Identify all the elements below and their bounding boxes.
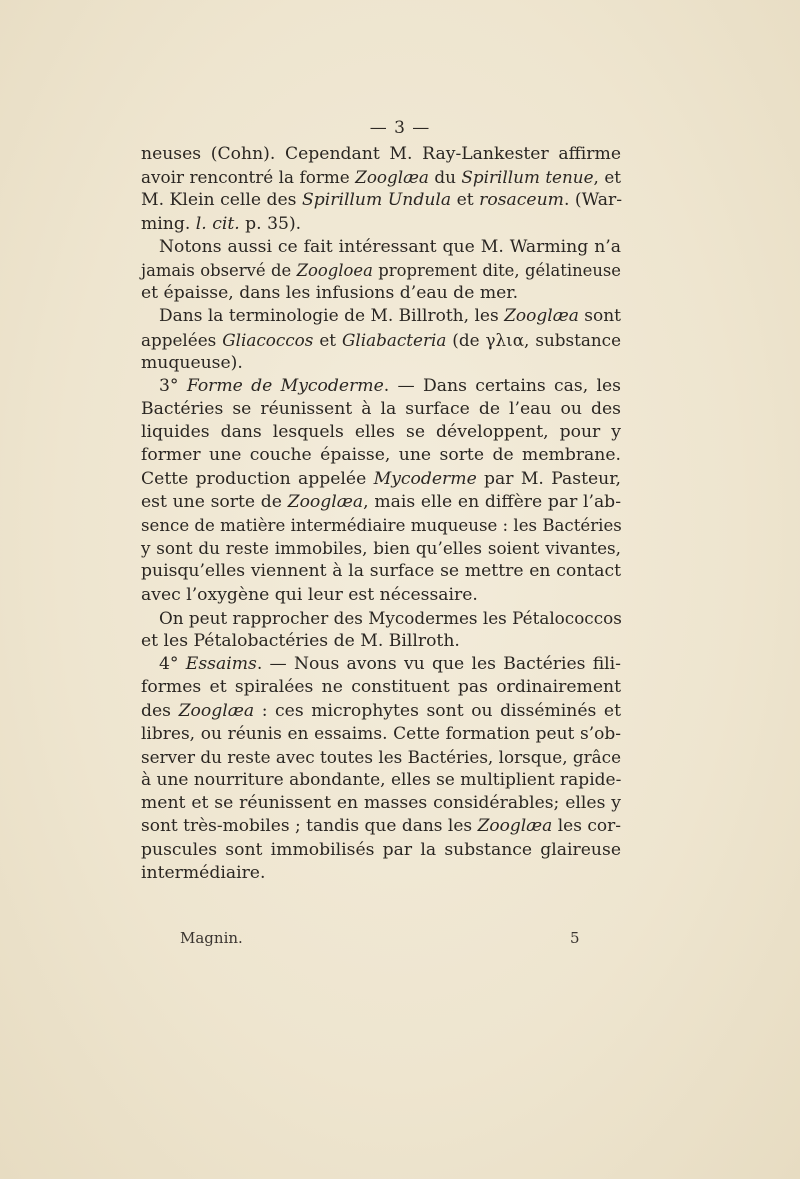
text-run: y sont du reste immobiles, bien qu’elles soient vivantes, [141,538,621,559]
text-run: Bactéries se réunissent à la surface de l’eau ou des [141,399,621,420]
text-run: On peut rapprocher des Mycodermes les Pétalococcos [159,607,622,628]
text-run: , mais elle en diffère par l’ab- [363,491,621,512]
text-run: (de γλια, substance [446,329,621,350]
text-line [141,630,621,653]
text-line [141,213,621,236]
text-run: p. 35). [239,213,302,234]
italic-term: Spirillum tenue [461,167,594,188]
text-line [141,375,621,398]
text-run: les cor- [552,816,621,837]
italic-term: Gliacoccos [222,329,314,350]
text-run: puisqu’elles viennent à la surface se mettre en contact [141,561,621,582]
text-line [141,676,621,699]
text-line [141,143,621,166]
text-line [141,398,621,421]
text-line [141,468,621,491]
text-line [141,653,621,676]
text-run: sont très-mobiles ; tandis que dans les [141,816,478,837]
text-run: et [451,190,480,211]
text-run: . — Dans certains cas, les [383,375,621,396]
text-line [141,769,621,792]
text-run: ming. [141,213,196,234]
text-run: et épaisse, dans les infusions d’eau de mer. [141,283,519,304]
italic-term: Zooglæa [504,306,579,327]
text-line [141,862,621,885]
text-line [141,166,621,189]
text-line [141,746,621,769]
text-run: muqueuse). [141,352,243,373]
text-run: et [313,329,342,350]
text-run: Dans la terminologie de M. Billroth, les [159,306,505,327]
italic-term: Spirillum Undula [301,190,452,211]
text-run: appelées [141,329,223,350]
text-line [141,584,621,607]
text-line [141,236,621,259]
text-run: est une sorte de [141,491,288,512]
text-run: Notons aussi ce fait intéressant que M. Warming n’a [159,236,621,257]
text-line [141,329,621,352]
text-run: , et [593,167,622,188]
signature-mark: 5 [570,929,580,947]
italic-term: Forme de Mycoderme [186,375,384,396]
italic-term: Zooglæa [178,700,255,721]
text-line [141,792,621,815]
text-line [141,700,621,723]
italic-term: Essaims [185,654,257,675]
text-line [141,282,621,305]
text-run: sence de matière intermédiaire muqueuse : les Bactéries [141,516,622,535]
text-line [141,444,621,467]
footer-author: Magnin. [180,929,243,947]
text-line [141,259,621,282]
text-run: neuses (Cohn). Cependant M. Ray-Lankester affirme [141,144,621,164]
italic-term: Mycoderme [373,468,477,489]
text-line [141,421,621,444]
text-run: libres, ou réunis en essaims. Cette formation peut s’ob- [141,723,621,744]
text-line [141,491,621,514]
text-line [141,305,621,328]
text-line [141,815,621,838]
italic-term: rosaceum [479,190,564,211]
text-line [141,189,621,212]
text-run: jamais observé de [141,260,297,280]
text-run: sont [578,306,621,327]
text-run: proprement dite, gélatineuse [372,260,621,280]
text-run: 4° [159,654,186,675]
text-line [141,560,621,583]
text-line [141,839,621,862]
text-run: puscules sont immobilisés par la substance glaireuse [141,839,621,860]
text-run: du [428,167,462,188]
text-run: . (War- [563,190,623,211]
text-run: intermédiaire. [141,862,266,883]
text-run: avoir rencontré la forme [141,167,356,188]
text-run: à une nourriture abondante, elles se multiplient rapide- [141,770,622,791]
text-run: M. Klein celle des [141,190,302,211]
italic-term: Zoogloea [296,260,373,280]
text-run: ment et se réunissent en masses considérables; elles y [141,793,621,814]
text-line [141,723,621,746]
italic-term: Zooglæa [355,167,429,188]
text-run: formes et spiralées ne constituent pas ordinairement [141,677,621,698]
text-line [141,514,621,537]
italic-term: Zooglæa [287,491,364,512]
text-run: server du reste avec toutes les Bactéries, lorsque, grâce [141,746,621,767]
text-run: . — Nous avons vu que les Bactéries fili- [256,654,621,675]
text-run: par M. Pasteur, [476,468,622,489]
text-run: Cette production appelée [141,468,374,489]
text-run: : ces microphytes sont ou disséminés et [254,700,621,721]
text-line [141,352,621,375]
page-header: — 3 — [369,118,431,138]
text-line [141,537,621,560]
text-run: 3° [159,375,187,396]
italic-term: Zooglæa [477,816,553,837]
text-run: et les Pétalobactéries de M. Billroth. [141,630,460,651]
text-run: liquides dans lesquels elles se développent, pour y [141,422,621,443]
text-run: des [141,700,179,721]
italic-term: l. cit. [195,213,240,234]
italic-term: Gliabacteria [341,329,447,350]
body-text [141,143,621,885]
text-line [141,607,621,630]
text-run: avec l’oxygène qui leur est nécessaire. [141,584,478,605]
text-run: former une couche épaisse, une sorte de membrane. [141,445,621,466]
